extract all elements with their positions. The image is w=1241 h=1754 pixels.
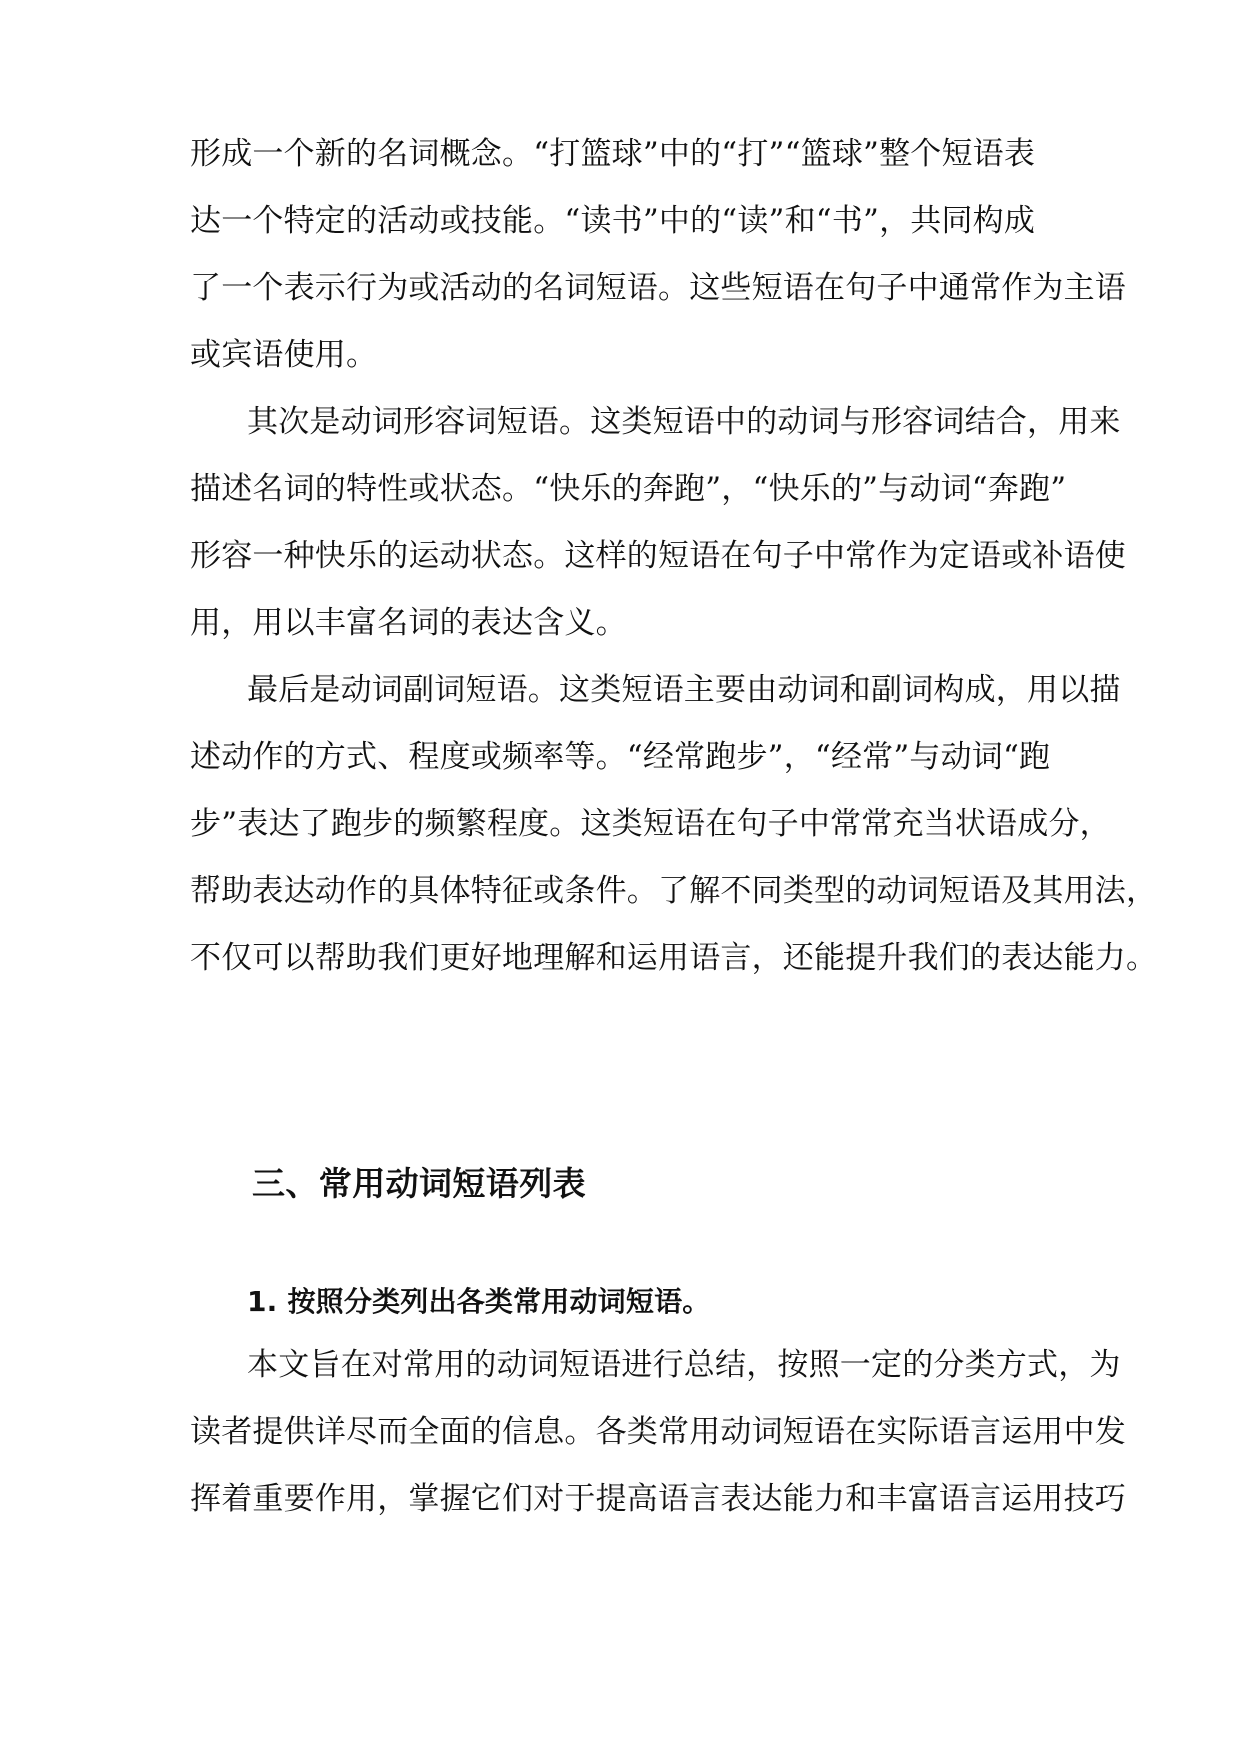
paragraph-line: 步”表达了跑步的频繁程度。这类短语在句子中常常充当状语成分， bbox=[190, 806, 1111, 842]
paragraph-line: 用，用以丰富名词的表达含义。 bbox=[190, 605, 627, 641]
paragraph-line: 描述名词的特性或状态。“快乐的奔跑”，“快乐的”与动词“奔跑” bbox=[190, 471, 1067, 507]
paragraph-line: 其次是动词形容词短语。这类短语中的动词与形容词结合，用来 bbox=[247, 404, 1121, 440]
paragraph-line: 最后是动词副词短语。这类短语主要由动词和副词构成，用以描 bbox=[247, 672, 1121, 708]
paragraph-line: 或宾语使用。 bbox=[190, 337, 378, 373]
paragraph-line: 形容一种快乐的运动状态。这样的短语在句子中常作为定语或补语使 bbox=[190, 538, 1126, 574]
paragraph-line: 形成一个新的名词概念。“打篮球”中的“打”“篮球”整个短语表 bbox=[190, 136, 1036, 172]
paragraph-line: 达一个特定的活动或技能。“读书”中的“读”和“书”，共同构成 bbox=[190, 203, 1036, 239]
paragraph-line: 不仅可以帮助我们更好地理解和运用语言，还能提升我们的表达能力。 bbox=[190, 940, 1158, 976]
subsection-heading: 1. 按照分类列出各类常用动词短语。 bbox=[247, 1285, 711, 1318]
section-heading: 三、常用动词短语列表 bbox=[252, 1164, 586, 1203]
paragraph-line: 挥着重要作用，掌握它们对于提高语言表达能力和丰富语言运用技巧 bbox=[190, 1481, 1126, 1517]
paragraph-line: 述动作的方式、程度或频率等。“经常跑步”，“经常”与动词“跑 bbox=[190, 739, 1051, 775]
paragraph-line: 帮助表达动作的具体特征或条件。了解不同类型的动词短语及其用法， bbox=[190, 873, 1158, 909]
paragraph-line: 了一个表示行为或活动的名词短语。这些短语在句子中通常作为主语 bbox=[190, 270, 1126, 306]
paragraph-line: 本文旨在对常用的动词短语进行总结，按照一定的分类方式，为 bbox=[247, 1347, 1121, 1383]
paragraph-line: 读者提供详尽而全面的信息。各类常用动词短语在实际语言运用中发 bbox=[190, 1414, 1126, 1450]
